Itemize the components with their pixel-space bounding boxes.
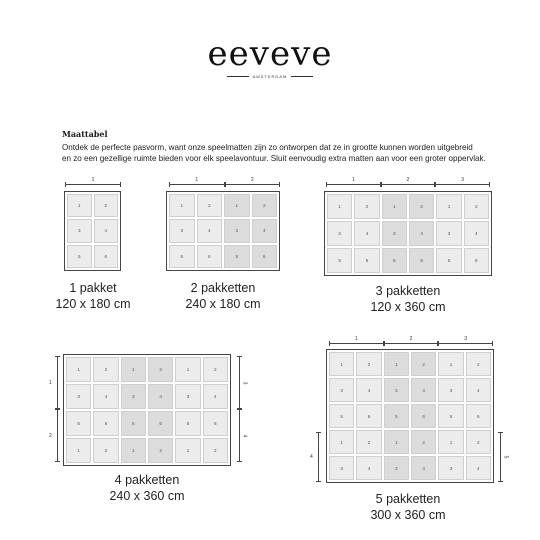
mat-tile: 2 [197, 194, 223, 217]
mat-tile: 1 [175, 438, 200, 463]
mat-tile: 3 [169, 219, 195, 242]
mat-tile: 2 [354, 194, 379, 219]
mat-tile: 6 [411, 404, 436, 428]
mat-tile: 5 [121, 411, 146, 436]
mat-tile: 6 [354, 248, 379, 273]
dimension-label: 3 [241, 381, 248, 384]
mat-tile: 1 [329, 352, 354, 376]
mat-tile: 5 [169, 245, 195, 268]
mat-tile: 5 [329, 404, 354, 428]
option-size: 120 x 360 cm [370, 299, 446, 314]
mat-diagram [326, 349, 494, 483]
mat-tile: 4 [411, 456, 436, 480]
dimension-segment [329, 336, 384, 345]
option-name: 1 pakket [69, 281, 117, 295]
brand-logo [0, 36, 540, 79]
mat-tile: 4 [148, 384, 173, 409]
mat-tile: 2 [94, 194, 119, 217]
height-dimension-right [236, 356, 248, 462]
mat-tile: 2 [93, 438, 118, 463]
dimension-label: 4 [241, 434, 248, 437]
size-intro [62, 129, 512, 164]
mat-tile: 2 [411, 430, 436, 454]
mat-tile: 6 [464, 248, 489, 273]
mat-tile: 4 [409, 221, 434, 246]
dimension-segment [381, 177, 436, 186]
dimension-label: 1 [91, 177, 95, 183]
dimension-segment [384, 336, 439, 345]
option-size: 300 x 360 cm [370, 507, 446, 522]
mat-tile: 6 [148, 411, 173, 436]
mat-tile: 6 [93, 411, 118, 436]
width-dimension [326, 178, 490, 186]
mat-tile: 4 [411, 378, 436, 402]
mat-tile: 4 [354, 221, 379, 246]
mat-tile: 4 [356, 456, 381, 480]
mat-tile: 4 [203, 384, 228, 409]
size-table-title: Maattabel [62, 129, 108, 139]
mat-tile: 6 [94, 245, 119, 268]
dimension-label: 1 [195, 177, 199, 183]
dimension-segment [500, 432, 509, 482]
description-line: Ontdek de perfecte pasvorm, want onze speelmatten zijn zo ontworpen dat ze in grootte kunnen worden uitgebreid [62, 143, 473, 152]
mat-tile: 2 [466, 430, 491, 454]
mat-tile: 1 [382, 194, 407, 219]
mat-tile: 1 [66, 438, 91, 463]
mat-tile: 3 [384, 378, 409, 402]
size-table-description [62, 142, 512, 164]
dimension-segment [225, 177, 281, 186]
mat-tile: 6 [409, 248, 434, 273]
mat-tile: 4 [93, 384, 118, 409]
mat-tile: 5 [175, 411, 200, 436]
mat-tile: 2 [466, 352, 491, 376]
mat-tile: 2 [252, 194, 278, 217]
mat-tile: 4 [356, 378, 381, 402]
mat-tile: 5 [224, 245, 250, 268]
mat-tile: 2 [148, 357, 173, 382]
mat-tile: 5 [436, 248, 461, 273]
mat-tile: 4 [466, 378, 491, 402]
mat-tile: 2 [93, 357, 118, 382]
mat-tile: 1 [175, 357, 200, 382]
dimension-label: 2 [250, 177, 254, 183]
mat-tile: 1 [67, 194, 92, 217]
option-caption [352, 284, 464, 315]
mat-tile: 1 [436, 194, 461, 219]
mat-tile: 2 [203, 438, 228, 463]
mat-tile: 4 [466, 456, 491, 480]
logo-rule-left [227, 76, 249, 77]
dimension-label: 1 [354, 336, 358, 342]
mat-tile: 1 [224, 194, 250, 217]
width-dimension [169, 178, 280, 186]
mat-tile: 4 [197, 219, 223, 242]
logo-subline [0, 74, 540, 79]
mat-diagram [324, 191, 492, 276]
dimension-segment [65, 177, 121, 186]
logo-location: AMSTERDAM [252, 74, 288, 79]
mat-tile: 2 [409, 194, 434, 219]
mat-tile: 4 [464, 221, 489, 246]
mat-tile: 3 [66, 384, 91, 409]
mat-tile: 5 [66, 411, 91, 436]
dimension-label: 3 [461, 177, 465, 183]
dimension-label: 1 [351, 177, 355, 183]
mat-tile: 6 [466, 404, 491, 428]
dimension-segment [239, 356, 248, 409]
mat-tile: 2 [356, 352, 381, 376]
height-dimension-right [497, 432, 509, 482]
option-caption [168, 281, 278, 312]
mat-tile: 3 [175, 384, 200, 409]
mat-tile: 3 [438, 378, 463, 402]
option-name: 2 pakketten [190, 281, 256, 295]
mat-tile: 2 [203, 357, 228, 382]
mat-tile: 3 [67, 219, 92, 242]
dimension-label: 2 [49, 432, 52, 439]
mat-tile: 3 [329, 456, 354, 480]
mat-tile: 1 [438, 352, 463, 376]
mat-tile: 5 [67, 245, 92, 268]
dimension-label: 3 [464, 336, 468, 342]
dimension-label: 1 [49, 379, 52, 386]
height-dimension-left [310, 432, 321, 482]
mat-tile: 6 [203, 411, 228, 436]
dimension-segment [49, 409, 60, 462]
mat-tile: 5 [327, 248, 352, 273]
mat-tile: 6 [252, 245, 278, 268]
dimension-segment [435, 177, 490, 186]
dimension-segment [49, 356, 60, 409]
option-caption [90, 473, 204, 504]
width-dimension [65, 178, 121, 186]
option-caption [40, 281, 146, 312]
mat-tile: 6 [356, 404, 381, 428]
mat-tile: 5 [438, 404, 463, 428]
option-size: 240 x 360 cm [109, 488, 185, 503]
mat-tile: 3 [384, 456, 409, 480]
option-size: 120 x 180 cm [55, 296, 131, 311]
dimension-label: 2 [406, 177, 410, 183]
mat-tile: 1 [329, 430, 354, 454]
mat-tile: 1 [121, 357, 146, 382]
option-name: 4 pakketten [114, 473, 180, 487]
option-name: 5 pakketten [375, 492, 441, 506]
height-dimension-left [49, 356, 60, 462]
mat-tile: 3 [327, 221, 352, 246]
mat-diagram [64, 191, 121, 271]
mat-tile: 1 [384, 352, 409, 376]
dimension-label: 5 [502, 455, 509, 459]
option-caption [352, 492, 464, 523]
mat-tile: 6 [197, 245, 223, 268]
mat-tile: 1 [121, 438, 146, 463]
mat-tile: 3 [436, 221, 461, 246]
dimension-segment [169, 177, 225, 186]
dimension-segment [326, 177, 381, 186]
option-size: 240 x 180 cm [185, 296, 261, 311]
mat-tile: 5 [382, 248, 407, 273]
mat-tile: 3 [382, 221, 407, 246]
mat-tile: 1 [66, 357, 91, 382]
description-line: en zo een gezellige ruimte bieden voor elk speelavontuur. Sluit eenvoudig extra matten aan voor een groter oppervlak. [62, 154, 486, 163]
mat-tile: 3 [121, 384, 146, 409]
mat-tile: 4 [252, 219, 278, 242]
mat-tile: 1 [327, 194, 352, 219]
mat-tile: 2 [148, 438, 173, 463]
mat-tile: 1 [384, 430, 409, 454]
mat-diagram [166, 191, 280, 271]
mat-tile: 2 [411, 352, 436, 376]
dimension-label: 4 [310, 454, 313, 460]
mat-diagram [63, 354, 231, 466]
logo-rule-right [291, 76, 313, 77]
logo-wordmark: eeveve [207, 34, 333, 74]
dimension-label: 2 [409, 336, 413, 342]
mat-tile: 2 [464, 194, 489, 219]
mat-tile: 1 [438, 430, 463, 454]
mat-tile: 3 [224, 219, 250, 242]
mat-tile: 4 [94, 219, 119, 242]
dimension-segment [310, 432, 321, 482]
option-name: 3 pakketten [375, 284, 441, 298]
mat-tile: 5 [384, 404, 409, 428]
mat-tile: 3 [329, 378, 354, 402]
mat-tile: 2 [356, 430, 381, 454]
dimension-segment [239, 409, 248, 462]
dimension-segment [438, 336, 493, 345]
width-dimension [329, 337, 493, 345]
mat-tile: 1 [169, 194, 195, 217]
mat-tile: 3 [438, 456, 463, 480]
